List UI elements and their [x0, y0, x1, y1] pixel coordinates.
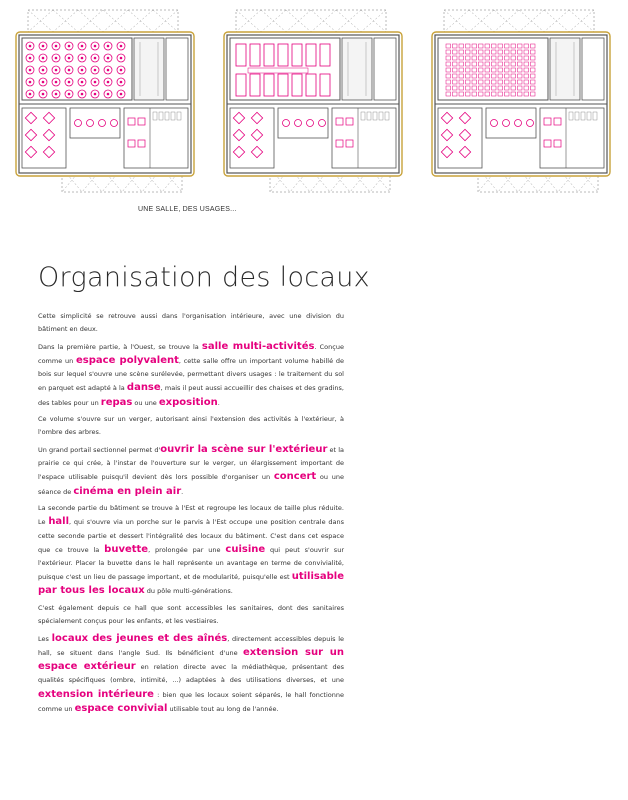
text-run: , prolongée par une	[148, 545, 226, 554]
text-run: en relation directe avec la médiathèque, présentant des qualités spécifiques (ombre, intimité, ...) adaptées à des utilisations diverses, et une	[38, 663, 344, 685]
floor-plans-strip	[0, 0, 628, 205]
paragraph	[38, 413, 344, 439]
text-run: Dans la première partie, à l'Ouest, se trouve la	[38, 342, 202, 351]
highlight-term: utilisable par tous les locaux	[38, 571, 344, 597]
highlight-term: espace polyvalent	[76, 355, 179, 366]
highlight-term: ouvrir la scène sur l'extérieur	[160, 444, 328, 455]
plans-caption: UNE SALLE, DES USAGES...	[138, 206, 237, 213]
highlight-term: repas	[100, 396, 133, 408]
floor-plan-3	[426, 8, 616, 198]
text-run: .	[181, 487, 184, 496]
text-run: qui peut s'ouvrir sur l'extérieur. Placer la buvette dans le hall représente un avantage en terme de convivialité, puisque c'est un lieu de passage important, et de modularité, puisqu'elle est	[38, 545, 344, 582]
text-run: Les	[38, 634, 52, 643]
highlight-term: hall	[48, 516, 70, 528]
body-text	[38, 310, 344, 719]
text-run: , qui s'ouvre via un porche sur le parvis à l'Est occupe une position centrale dans cette seconde partie et dessert l'intégralité des locaux du bâtiment. C'est dans cet espace que ce trouve la	[38, 518, 345, 554]
text-run: Cette simplicité se retrouve aussi dans l'organisation intérieure, avec une division du bâtiment en deux.	[38, 312, 344, 334]
floor-plan-2	[218, 8, 408, 198]
text-run: , mais il peut aussi accueillir des chaises et des gradins, des tables pour un	[38, 384, 345, 407]
highlight-term: extension intérieure	[38, 688, 154, 700]
highlight-term: danse	[126, 382, 161, 394]
paragraph	[38, 443, 344, 499]
text-run: ou une séance de	[38, 473, 344, 496]
text-run: , cette salle offre un important volume habillé de bois sur lequel s'ouvre une scène surélevée, permettant divers usages : le traitement du sol en parquet est adapté à la	[38, 357, 344, 393]
text-run: Ce volume s'ouvre sur un verger, autorisant ainsi l'extension des activités à l'extérieur, à l'ombre des arbres.	[38, 415, 344, 437]
paragraph	[38, 632, 344, 716]
highlight-term: espace convivial	[74, 702, 168, 714]
highlight-term: extension sur un espace extérieur	[38, 647, 344, 673]
text-run: La seconde partie du bâtiment se trouve à l'Est et regroupe les locaux de taille plus réduite. Le	[38, 504, 344, 527]
text-run: utilisable tout au long de l'année.	[167, 704, 279, 713]
section-title: Organisation des locaux	[38, 262, 370, 293]
paragraph	[38, 340, 344, 410]
text-run: et la prairie ce qui crée, à l'instar de l'ouverture sur le verger, un élargissement important de l'espace utilisable puisqu'il devient dès lors possible d'organiser un	[38, 446, 344, 482]
text-run: Un grand portail sectionnel permet d'	[38, 446, 161, 454]
paragraph	[38, 310, 344, 336]
paragraph	[38, 602, 344, 628]
text-run: : bien que les locaux soient séparés, le hall fonctionne comme un	[38, 690, 344, 713]
text-run: . Conçue comme un	[38, 342, 344, 365]
floor-plan-1	[10, 8, 200, 198]
highlight-term: locaux des jeunes et des aînés	[51, 632, 228, 644]
highlight-term: salle multi-activités	[201, 340, 315, 352]
highlight-term: concert	[273, 471, 317, 483]
text-run: , directement accessibles depuis le hall, se situent dans l'angle Sud. Ils bénéficient d'une	[38, 634, 345, 658]
text-run: .	[217, 398, 220, 407]
text-run: C'est également depuis ce hall que sont accessibles les sanitaires, dont des sanitaires spécialement conçus pour les enfants, et les vestiaires.	[38, 604, 344, 626]
text-run: du pôle multi-générations.	[144, 587, 233, 596]
highlight-term: cinéma en plein air	[73, 485, 182, 497]
paragraph	[38, 502, 344, 598]
highlight-term: buvette	[104, 543, 149, 555]
highlight-term: cuisine	[225, 543, 266, 555]
text-run: ou une	[132, 398, 159, 407]
highlight-term: exposition	[158, 396, 218, 408]
